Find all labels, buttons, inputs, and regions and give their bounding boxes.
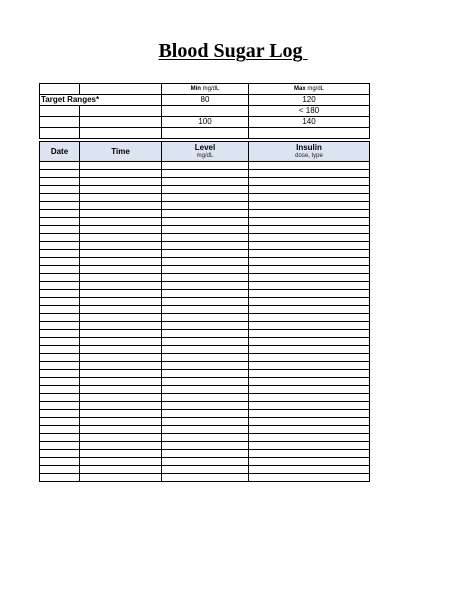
date-cell[interactable]	[40, 290, 80, 298]
time-cell[interactable]	[80, 458, 162, 466]
level-cell[interactable]	[162, 170, 249, 178]
insulin-cell[interactable]	[249, 290, 370, 298]
ranges-row	[40, 128, 370, 139]
column-header-label: Time	[111, 147, 130, 156]
level-cell[interactable]	[162, 426, 249, 434]
log-row	[40, 394, 370, 402]
level-cell[interactable]	[162, 434, 249, 442]
log-row	[40, 450, 370, 458]
time-cell[interactable]	[80, 370, 162, 378]
log-row	[40, 370, 370, 378]
ranges-cell	[40, 84, 80, 95]
insulin-cell[interactable]	[249, 338, 370, 346]
ranges-cell	[80, 128, 162, 139]
log-row	[40, 330, 370, 338]
date-cell[interactable]	[40, 162, 80, 170]
insulin-cell[interactable]	[249, 282, 370, 290]
date-cell[interactable]	[40, 234, 80, 242]
time-cell[interactable]	[80, 346, 162, 354]
ranges-cell	[40, 106, 80, 117]
column-header-label: Level	[194, 143, 216, 152]
target-ranges-label: Target Ranges*	[40, 95, 162, 106]
max-header	[249, 84, 370, 95]
level-cell[interactable]	[162, 346, 249, 354]
time-cell[interactable]	[80, 234, 162, 242]
level-cell[interactable]	[162, 410, 249, 418]
log-row	[40, 234, 370, 242]
min-header-unit: mg/dL	[202, 86, 220, 92]
date-cell[interactable]	[40, 250, 80, 258]
insulin-cell[interactable]	[249, 410, 370, 418]
date-cell[interactable]	[40, 450, 80, 458]
time-cell[interactable]	[80, 450, 162, 458]
insulin-cell[interactable]	[249, 362, 370, 370]
insulin-cell[interactable]	[249, 258, 370, 266]
insulin-cell[interactable]	[249, 354, 370, 362]
date-cell[interactable]	[40, 418, 80, 426]
log-row	[40, 290, 370, 298]
column-header-date	[40, 142, 80, 162]
ranges-cell	[80, 84, 162, 95]
level-cell[interactable]	[162, 218, 249, 226]
log-row	[40, 274, 370, 282]
column-header-time	[80, 142, 162, 162]
level-cell[interactable]	[162, 386, 249, 394]
log-row	[40, 306, 370, 314]
date-cell[interactable]	[40, 330, 80, 338]
log-row	[40, 362, 370, 370]
level-cell[interactable]	[162, 330, 249, 338]
insulin-cell[interactable]	[249, 250, 370, 258]
insulin-cell[interactable]	[249, 298, 370, 306]
level-cell[interactable]	[162, 402, 249, 410]
ranges-cell	[40, 128, 80, 139]
insulin-cell[interactable]	[249, 218, 370, 226]
max-value[interactable]: 140	[249, 117, 370, 128]
insulin-cell[interactable]	[249, 322, 370, 330]
level-cell[interactable]	[162, 442, 249, 450]
log-row	[40, 338, 370, 346]
time-cell[interactable]	[80, 218, 162, 226]
ranges-row	[40, 106, 370, 117]
insulin-cell[interactable]	[249, 266, 370, 274]
log-row	[40, 442, 370, 450]
date-cell[interactable]	[40, 394, 80, 402]
level-cell[interactable]	[162, 162, 249, 170]
log-row	[40, 250, 370, 258]
level-cell[interactable]	[162, 178, 249, 186]
insulin-cell[interactable]	[249, 234, 370, 242]
date-cell[interactable]	[40, 274, 80, 282]
date-cell[interactable]	[40, 226, 80, 234]
level-cell[interactable]	[162, 282, 249, 290]
date-cell[interactable]	[40, 282, 80, 290]
date-cell[interactable]	[40, 194, 80, 202]
min-value[interactable]: 100	[162, 117, 249, 128]
date-cell[interactable]	[40, 346, 80, 354]
time-cell[interactable]	[80, 298, 162, 306]
date-cell[interactable]	[40, 402, 80, 410]
insulin-cell[interactable]	[249, 178, 370, 186]
min-value[interactable]	[162, 106, 249, 117]
date-cell[interactable]	[40, 338, 80, 346]
date-cell[interactable]	[40, 202, 80, 210]
time-cell[interactable]	[80, 226, 162, 234]
level-cell[interactable]	[162, 266, 249, 274]
log-row	[40, 242, 370, 250]
time-cell[interactable]	[80, 466, 162, 474]
time-cell[interactable]	[80, 242, 162, 250]
date-cell[interactable]	[40, 314, 80, 322]
insulin-cell[interactable]	[249, 170, 370, 178]
time-cell[interactable]	[80, 210, 162, 218]
level-cell[interactable]	[162, 202, 249, 210]
log-row	[40, 354, 370, 362]
level-cell[interactable]	[162, 194, 249, 202]
level-cell[interactable]	[162, 394, 249, 402]
insulin-cell[interactable]	[249, 226, 370, 234]
log-row	[40, 298, 370, 306]
insulin-cell[interactable]	[249, 346, 370, 354]
date-cell[interactable]	[40, 442, 80, 450]
date-cell[interactable]	[40, 322, 80, 330]
log-row	[40, 402, 370, 410]
log-row	[40, 178, 370, 186]
insulin-cell[interactable]	[249, 434, 370, 442]
level-cell[interactable]	[162, 186, 249, 194]
column-header-unit: mg/dL	[196, 153, 214, 159]
time-cell[interactable]	[80, 338, 162, 346]
date-cell[interactable]	[40, 306, 80, 314]
date-cell[interactable]	[40, 258, 80, 266]
date-cell[interactable]	[40, 378, 80, 386]
time-cell[interactable]	[80, 418, 162, 426]
insulin-cell[interactable]	[249, 330, 370, 338]
target-ranges-table	[39, 83, 370, 139]
log-row	[40, 434, 370, 442]
date-cell[interactable]	[40, 434, 80, 442]
time-cell[interactable]	[80, 434, 162, 442]
ranges-row	[40, 95, 370, 106]
insulin-cell[interactable]	[249, 386, 370, 394]
date-cell[interactable]	[40, 466, 80, 474]
time-cell[interactable]	[80, 474, 162, 482]
insulin-cell[interactable]	[249, 458, 370, 466]
insulin-cell[interactable]	[249, 274, 370, 282]
time-cell[interactable]	[80, 322, 162, 330]
insulin-cell[interactable]	[249, 210, 370, 218]
insulin-cell[interactable]	[249, 162, 370, 170]
level-cell[interactable]	[162, 242, 249, 250]
time-cell[interactable]	[80, 362, 162, 370]
level-cell[interactable]	[162, 290, 249, 298]
time-cell[interactable]	[80, 202, 162, 210]
log-row	[40, 170, 370, 178]
log-row	[40, 386, 370, 394]
level-cell[interactable]	[162, 466, 249, 474]
date-cell[interactable]	[40, 370, 80, 378]
column-header-insulin	[249, 142, 370, 162]
date-cell[interactable]	[40, 426, 80, 434]
ranges-cell	[249, 128, 370, 139]
date-cell[interactable]	[40, 210, 80, 218]
column-header-level	[162, 142, 249, 162]
log-row	[40, 426, 370, 434]
ranges-cell	[80, 117, 162, 128]
log-row	[40, 458, 370, 466]
level-cell[interactable]	[162, 298, 249, 306]
time-cell[interactable]	[80, 314, 162, 322]
level-cell[interactable]	[162, 418, 249, 426]
log-row	[40, 410, 370, 418]
time-cell[interactable]	[80, 170, 162, 178]
date-cell[interactable]	[40, 362, 80, 370]
date-cell[interactable]	[40, 458, 80, 466]
time-cell[interactable]	[80, 266, 162, 274]
time-cell[interactable]	[80, 306, 162, 314]
insulin-cell[interactable]	[249, 426, 370, 434]
level-cell[interactable]	[162, 306, 249, 314]
time-cell[interactable]	[80, 394, 162, 402]
insulin-cell[interactable]	[249, 418, 370, 426]
date-cell[interactable]	[40, 266, 80, 274]
insulin-cell[interactable]	[249, 442, 370, 450]
insulin-cell[interactable]	[249, 394, 370, 402]
insulin-cell[interactable]	[249, 474, 370, 482]
level-cell[interactable]	[162, 354, 249, 362]
ranges-cell	[40, 117, 80, 128]
time-cell[interactable]	[80, 386, 162, 394]
time-cell[interactable]	[80, 378, 162, 386]
time-cell[interactable]	[80, 274, 162, 282]
log-row	[40, 418, 370, 426]
log-row	[40, 194, 370, 202]
log-row	[40, 202, 370, 210]
max-header-unit: mg/dL	[307, 86, 325, 92]
log-row	[40, 186, 370, 194]
log-row	[40, 346, 370, 354]
level-cell[interactable]	[162, 314, 249, 322]
time-cell[interactable]	[80, 290, 162, 298]
level-cell[interactable]	[162, 370, 249, 378]
time-cell[interactable]	[80, 282, 162, 290]
log-row	[40, 266, 370, 274]
min-header-label: Min	[190, 86, 201, 92]
date-cell[interactable]	[40, 178, 80, 186]
date-cell[interactable]	[40, 186, 80, 194]
time-cell[interactable]	[80, 354, 162, 362]
min-value[interactable]: 80	[162, 95, 249, 106]
ranges-header-row	[40, 84, 370, 95]
insulin-cell[interactable]	[249, 402, 370, 410]
level-cell[interactable]	[162, 322, 249, 330]
date-cell[interactable]	[40, 242, 80, 250]
log-row	[40, 282, 370, 290]
insulin-cell[interactable]	[249, 186, 370, 194]
date-cell[interactable]	[40, 354, 80, 362]
min-header	[162, 84, 249, 95]
date-cell[interactable]	[40, 170, 80, 178]
log-row	[40, 466, 370, 474]
log-row	[40, 218, 370, 226]
time-cell[interactable]	[80, 402, 162, 410]
date-cell[interactable]	[40, 386, 80, 394]
level-cell[interactable]	[162, 274, 249, 282]
date-cell[interactable]	[40, 298, 80, 306]
level-cell[interactable]	[162, 250, 249, 258]
level-cell[interactable]	[162, 458, 249, 466]
ranges-cell	[80, 106, 162, 117]
max-value[interactable]: < 180	[249, 106, 370, 117]
level-cell[interactable]	[162, 258, 249, 266]
log-row	[40, 474, 370, 482]
log-row	[40, 322, 370, 330]
time-cell[interactable]	[80, 410, 162, 418]
log-row	[40, 314, 370, 322]
column-header-label: Insulin	[296, 143, 322, 152]
level-cell[interactable]	[162, 226, 249, 234]
max-value[interactable]: 120	[249, 95, 370, 106]
level-cell[interactable]	[162, 474, 249, 482]
insulin-cell[interactable]	[249, 466, 370, 474]
time-cell[interactable]	[80, 330, 162, 338]
insulin-cell[interactable]	[249, 202, 370, 210]
insulin-cell[interactable]	[249, 370, 370, 378]
insulin-cell[interactable]	[249, 194, 370, 202]
log-row	[40, 162, 370, 170]
date-cell[interactable]	[40, 410, 80, 418]
log-row	[40, 378, 370, 386]
log-row	[40, 226, 370, 234]
time-cell[interactable]	[80, 258, 162, 266]
date-cell[interactable]	[40, 218, 80, 226]
insulin-cell[interactable]	[249, 242, 370, 250]
level-cell[interactable]	[162, 338, 249, 346]
insulin-cell[interactable]	[249, 450, 370, 458]
time-cell[interactable]	[80, 250, 162, 258]
insulin-cell[interactable]	[249, 306, 370, 314]
column-header-unit: dose, type	[295, 153, 323, 159]
insulin-cell[interactable]	[249, 314, 370, 322]
level-cell[interactable]	[162, 378, 249, 386]
time-cell[interactable]	[80, 162, 162, 170]
ranges-cell	[162, 128, 249, 139]
level-cell[interactable]	[162, 450, 249, 458]
time-cell[interactable]	[80, 442, 162, 450]
level-cell[interactable]	[162, 210, 249, 218]
level-cell[interactable]	[162, 234, 249, 242]
log-row	[40, 258, 370, 266]
level-cell[interactable]	[162, 362, 249, 370]
log-header-row	[40, 142, 370, 162]
log-table	[39, 141, 370, 482]
column-header-label: Date	[50, 147, 69, 156]
time-cell[interactable]	[80, 178, 162, 186]
insulin-cell[interactable]	[249, 378, 370, 386]
time-cell[interactable]	[80, 426, 162, 434]
page-title: Blood Sugar Log	[158, 40, 308, 62]
time-cell[interactable]	[80, 186, 162, 194]
ranges-row	[40, 117, 370, 128]
log-row	[40, 210, 370, 218]
max-header-label: Max	[293, 86, 306, 92]
time-cell[interactable]	[80, 194, 162, 202]
log-body	[40, 142, 370, 482]
date-cell[interactable]	[40, 474, 80, 482]
